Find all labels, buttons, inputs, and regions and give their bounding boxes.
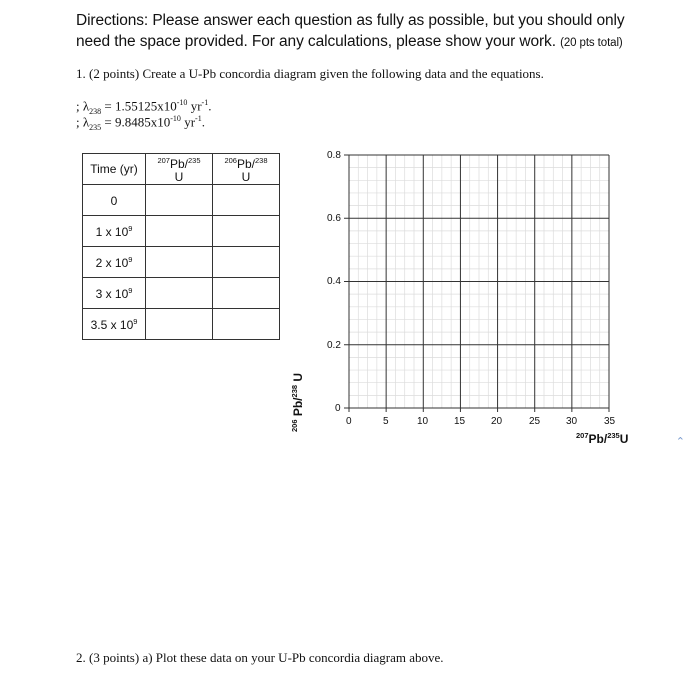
lambda-238-end: . <box>208 98 212 114</box>
y-tick-label: 0.6 <box>327 213 341 224</box>
lambda-235-unit: yr <box>180 114 196 130</box>
y-axis-label <box>290 373 305 432</box>
time-exp: 9 <box>133 316 138 326</box>
lambda-235-end: . <box>201 114 205 130</box>
header-pb207-sup: 207 <box>157 156 170 165</box>
x-label-sup: 207 <box>576 431 589 440</box>
x-tick-label: 0 <box>346 416 352 427</box>
x-label-sup2: 235 <box>607 431 620 440</box>
lambda-235-unit-exp: -1 <box>195 114 202 123</box>
y-label-sup: 206 <box>290 419 299 432</box>
lambda-238-unit: yr <box>187 98 202 114</box>
lambda-235-value: = 9.8485x10 <box>101 114 171 130</box>
x-label-main: Pb/ <box>588 432 608 446</box>
time-value: 1 x 10 <box>95 224 129 239</box>
x-tick-label: 5 <box>383 416 389 427</box>
question-2-text: 2. (3 points) a) Plot these data on your U-Pb concordia diagram above. <box>76 650 444 665</box>
time-exp: 9 <box>128 285 133 295</box>
header-pb206-sup2: 238 <box>255 156 268 165</box>
time-value: 0 <box>110 193 118 208</box>
axis-ticks <box>344 155 609 412</box>
x-tick-label: 10 <box>417 416 429 427</box>
lambda-235-sub: 235 <box>89 122 102 132</box>
lambda-235-exp: -10 <box>170 114 181 123</box>
directions-line-2-text: need the space provided. For any calculations, please show your work. <box>76 33 556 50</box>
x-tick-label: 15 <box>454 416 466 427</box>
question-1-text: 1. (2 points) Create a U-Pb concordia diagram given the following data and the equations. <box>76 66 544 81</box>
time-exp: 9 <box>128 223 133 233</box>
chevron-up-icon[interactable]: ⌃ <box>675 436 685 448</box>
lambda-238-exp: -10 <box>176 98 188 107</box>
y-tick-label: 0.4 <box>327 276 341 287</box>
directions-line-1: Directions: Please answer each question as fully as possible, but you should only <box>76 12 625 29</box>
time-value: 3 x 10 <box>95 286 129 301</box>
x-tick-label: 30 <box>566 416 578 427</box>
y-label-main: Pb/ <box>291 397 305 420</box>
lambda-235-symbol: ; λ <box>76 114 90 130</box>
time-value: 3.5 x 10 <box>90 317 134 332</box>
x-tick-label: 35 <box>604 416 616 427</box>
lambda-238-sub: 238 <box>89 106 102 116</box>
header-pb206-main: Pb/ <box>236 157 255 171</box>
y-label-end: U <box>291 372 305 385</box>
x-tick-label: 20 <box>491 416 503 427</box>
y-tick-label: 0.8 <box>327 150 341 161</box>
time-exp: 9 <box>128 254 133 264</box>
y-tick-label: 0.2 <box>327 340 341 351</box>
header-pb207-main: Pb/ <box>169 157 188 171</box>
points-total: (20 pts total) <box>560 37 623 49</box>
lambda-238-symbol: ; λ <box>76 98 90 114</box>
header-pb207-line2: U <box>174 170 184 184</box>
x-axis-label <box>576 431 628 446</box>
header-pb206-line2: U <box>241 170 251 184</box>
header-time-label: Time (yr) <box>90 161 138 176</box>
time-value: 2 x 10 <box>95 255 129 270</box>
header-pb207-sup2: 235 <box>188 156 201 165</box>
lambda-238-value: = 1.55125x10 <box>101 98 177 114</box>
x-label-end: U <box>619 432 629 446</box>
lambda-238-unit-exp: -1 <box>201 98 209 107</box>
y-label-sup2: 238 <box>290 384 299 398</box>
x-tick-label: 25 <box>529 416 541 427</box>
y-tick-label: 0 <box>335 403 341 414</box>
header-pb206-sup: 206 <box>224 156 237 165</box>
